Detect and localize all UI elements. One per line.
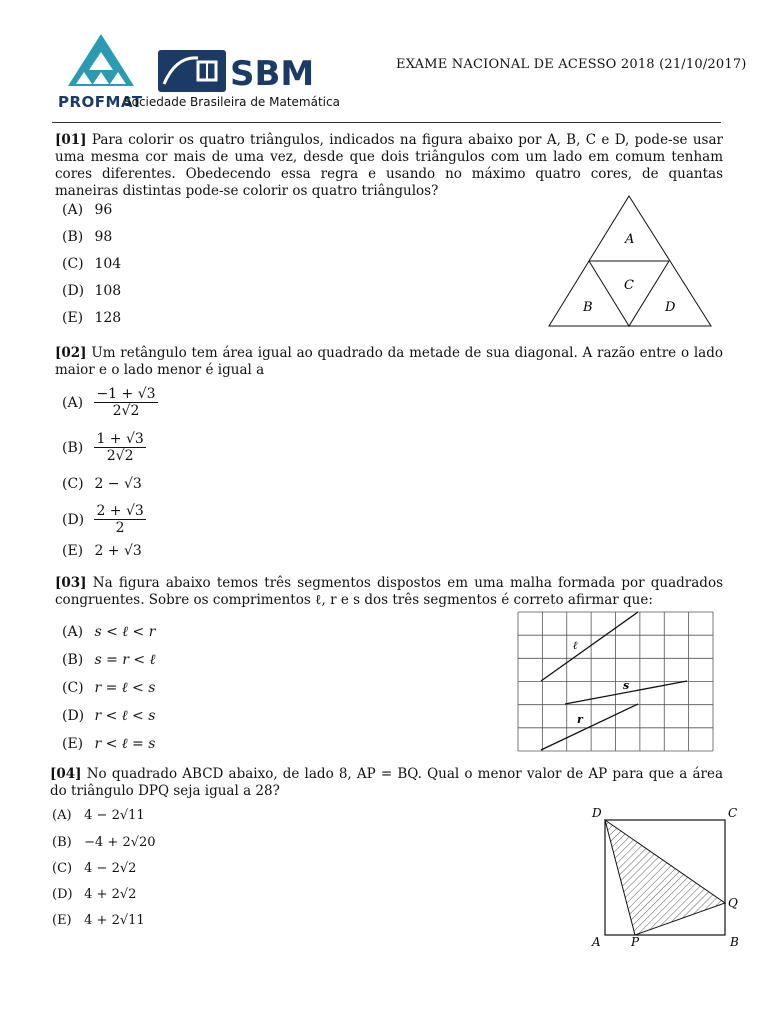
q3-option-e[interactable]: (E) r < ℓ = s — [62, 736, 156, 752]
q3-option-a[interactable]: (A) s < ℓ < r — [62, 624, 156, 640]
label-c: C — [624, 278, 634, 293]
q4-square-figure — [585, 803, 745, 953]
q2-option-a[interactable]: (A) $\frac{-1 + √3}{2√2}$ — [62, 386, 156, 419]
q4-option-b[interactable]: (B) −4 + 2√20 — [52, 835, 156, 850]
label-c: C — [728, 806, 738, 820]
q3-option-c[interactable]: (C) r = ℓ < s — [62, 680, 156, 696]
q1-option-e[interactable]: (E) 128 — [62, 310, 122, 326]
profmat-logo-icon — [68, 34, 134, 86]
q2-option-e[interactable]: (E) 2 + √3 — [62, 543, 142, 559]
sbm-logo-text: SBM — [230, 54, 315, 94]
exam-title: EXAME NACIONAL DE ACESSO 2018 (21/10/2017) — [396, 57, 747, 72]
label-p: P — [631, 935, 640, 949]
label-r: r — [577, 713, 583, 726]
question-01-text — [55, 132, 723, 200]
label-d: D — [592, 806, 602, 820]
q3-grid-figure — [517, 611, 715, 753]
question-number: [01] — [55, 132, 87, 148]
label-s: s — [623, 679, 630, 692]
q1-triangle-figure — [545, 193, 715, 329]
sbm-full-name: Sociedade Brasileira de Matemática — [124, 95, 340, 109]
q2-option-b[interactable]: (B) $\frac{1 + √3}{2√2}$ — [62, 431, 144, 464]
label-q: Q — [728, 896, 738, 910]
q1-option-c[interactable]: (C) 104 — [62, 256, 122, 272]
q4-option-a[interactable]: (A) 4 − 2√11 — [52, 808, 145, 823]
header-divider — [52, 122, 721, 123]
q1-option-b[interactable]: (B) 98 — [62, 229, 113, 245]
profmat-logo-text: PROFMAT — [58, 93, 143, 111]
q3-option-b[interactable]: (B) s = r < ℓ — [62, 652, 156, 668]
q2-option-d[interactable]: (D) $\frac{2 + √3}{2}$ — [62, 503, 144, 536]
q4-option-c[interactable]: (C) 4 − 2√2 — [52, 861, 137, 876]
q1-option-d[interactable]: (D) 108 — [62, 283, 122, 299]
label-a: A — [592, 935, 601, 949]
sbm-logo-icon — [158, 50, 226, 92]
question-04-text: [04] No quadrado ABCD abaixo, de lado 8, AP = BQ. Qual o menor valor de AP para que a área do triângulo DPQ seja igual a 28? — [50, 766, 723, 799]
label-b: B — [583, 300, 593, 315]
segment-l — [541, 612, 638, 681]
label-a: A — [625, 232, 635, 247]
label-d: D — [665, 300, 676, 315]
question-03-text: [03] Na figura abaixo temos três segmentos dispostos em uma malha formada por quadrados congruentes. Sobre os comprimentos ℓ, r e s dos três segmentos é correto afirmar que: — [55, 575, 724, 608]
label-b: B — [730, 935, 739, 949]
segment-r — [541, 704, 638, 750]
q4-option-e[interactable]: (E) 4 + 2√11 — [52, 913, 145, 928]
question-body: Para colorir os quatro triângulos, indicados na figura abaixo por A, B, C e D, pode-se usar uma mesma cor mais de uma vez, desde que dois triângulos com um lado em comum tenham cores diferentes. Obedecendo essa regra e usando no máximo quatro cores, de quantas maneiras distintas pode-se colorir os quatro triângulos? — [55, 132, 723, 199]
q1-option-a[interactable]: (A) 96 — [62, 202, 113, 218]
question-02-text: [02] Um retângulo tem área igual ao quadrado da metade de sua diagonal. A razão entre o lado maior e o lado menor é igual a — [55, 345, 723, 378]
q4-option-d[interactable]: (D) 4 + 2√2 — [52, 887, 137, 902]
q2-option-c[interactable]: (C) 2 − √3 — [62, 476, 142, 492]
label-l: ℓ — [573, 639, 578, 652]
q3-option-d[interactable]: (D) r < ℓ < s — [62, 708, 156, 724]
